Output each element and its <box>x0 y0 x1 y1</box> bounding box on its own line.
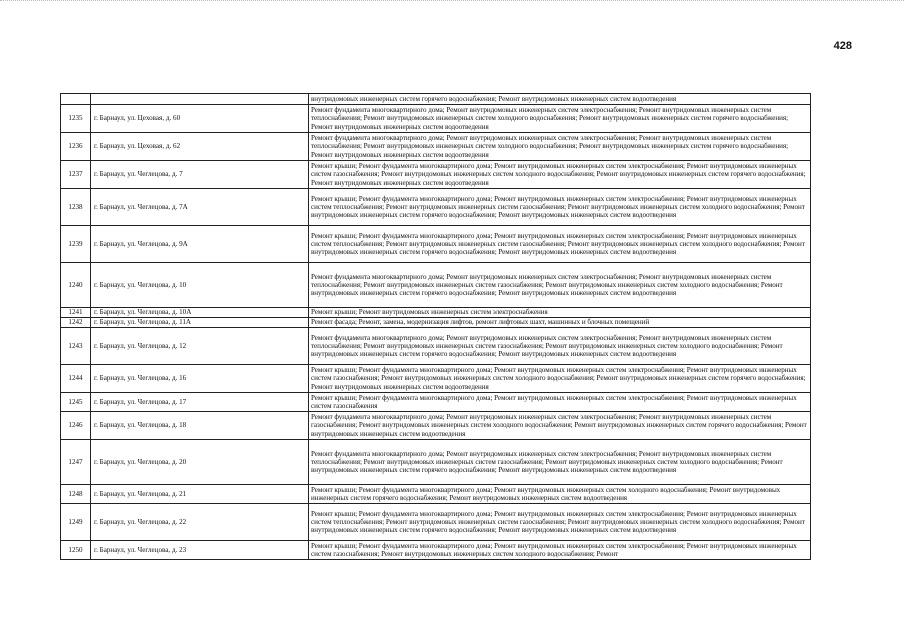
repair-works: Ремонт фундамента многоквартирного дома; Ремонт внутридомовых инженерных систем электроснабжения; Ремонт внутридомовых инженерных систем теплоснабжения; Ремонт внутридомовых инженерных систем холодного водоснабжения; Ремонт внутридомовых инженерных систем горячего водоснабжения; Ремонт внутридомовых инженерных систем водоотведения <box>309 133 811 161</box>
page-number: 428 <box>833 40 852 52</box>
table-row <box>61 393 811 412</box>
house-address: г. Барнаул, ул. Чеглецова, д. 16 <box>91 365 309 393</box>
row-number: 1241 <box>61 308 91 318</box>
repair-works: Ремонт фасада; Ремонт, замена, модернизация лифтов, ремонт лифтовых шахт, машинных и блочных помещений <box>309 318 811 328</box>
repair-works: внутридомовых инженерных систем горячего водоснабжения; Ремонт внутридомовых инженерных систем водоотведения <box>309 94 811 105</box>
table-row <box>61 133 811 161</box>
row-number: 1243 <box>61 328 91 365</box>
house-address: г. Барнаул, ул. Чеглецова, д. 17 <box>91 393 309 412</box>
row-number: 1248 <box>61 485 91 504</box>
row-number: 1238 <box>61 189 91 226</box>
repair-works: Ремонт фундамента многоквартирного дома; Ремонт внутридомовых инженерных систем электроснабжения; Ремонт внутридомовых инженерных систем теплоснабжения; Ремонт внутридомовых инженерных систем газоснабжения; Ремонт внутридомовых инженерных систем холодного водоснабжения; Ремонт внутридомовых инженерных систем горячего водоснабжения; Ремонт внутридомовых инженерных систем водоотведения <box>309 328 811 365</box>
row-number: 1244 <box>61 365 91 393</box>
house-address: г. Барнаул, ул. Чеглецова, д. 18 <box>91 412 309 440</box>
house-address: г. Барнаул, ул. Цеховая, д. 60 <box>91 105 309 133</box>
table-row <box>61 412 811 440</box>
row-number: 1242 <box>61 318 91 328</box>
repair-works: Ремонт фундамента многоквартирного дома; Ремонт внутридомовых инженерных систем электроснабжения; Ремонт внутридомовых инженерных систем газоснабжения; Ремонт внутридомовых инженерных систем холодного водоснабжения; Ремонт внутридомовых инженерных систем горячего водоснабжения; Ремонт внутридомовых инженерных систем водоотведения <box>309 412 811 440</box>
table-row <box>61 504 811 541</box>
house-address: г. Барнаул, ул. Чеглецова, д. 21 <box>91 485 309 504</box>
repair-works-table <box>60 93 811 560</box>
house-address: г. Барнаул, ул. Чеглецова, д. 23 <box>91 541 309 560</box>
house-address: г. Барнаул, ул. Чеглецова, д. 22 <box>91 504 309 541</box>
repair-works: Ремонт крыши; Ремонт фундамента многоквартирного дома; Ремонт внутридомовых инженерных систем холодного водоснабжения; Ремонт внутридомовых инженерных систем горячего водоснабжения; Ремонт внутридомовых инженерных систем водоотведения <box>309 485 811 504</box>
table-row <box>61 105 811 133</box>
repair-works: Ремонт крыши; Ремонт фундамента многоквартирного дома; Ремонт внутридомовых инженерных систем электроснабжения; Ремонт внутридомовых инженерных систем газоснабжения; Ремонт внутридомовых инженерных систем холодного водоснабжения; Ремонт внутридомовых инженерных систем горячего водоснабжения; Ремонт внутридомовых инженерных систем водоотведения <box>309 365 811 393</box>
house-address: г. Барнаул, ул. Чеглецова, д. 12 <box>91 328 309 365</box>
table-row <box>61 440 811 485</box>
table-row <box>61 485 811 504</box>
repair-works: Ремонт крыши; Ремонт фундамента многоквартирного дома; Ремонт внутридомовых инженерных систем электроснабжения; Ремонт внутридомовых инженерных систем газоснабжения; Ремонт внутридомовых инженерных систем холодного водоснабжения; Ремонт <box>309 541 811 560</box>
house-address: г. Барнаул, ул. Чеглецова, д. 7А <box>91 189 309 226</box>
house-address <box>91 94 309 105</box>
repair-works: Ремонт фундамента многоквартирного дома; Ремонт внутридомовых инженерных систем электроснабжения; Ремонт внутридомовых инженерных систем теплоснабжения; Ремонт внутридомовых инженерных систем холодного водоснабжения; Ремонт внутридомовых инженерных систем горячего водоснабжения; Ремонт внутридомовых инженерных систем водоотведения <box>309 105 811 133</box>
row-number: 1235 <box>61 105 91 133</box>
house-address: г. Барнаул, ул. Чеглецова, д. 10А <box>91 308 309 318</box>
row-number <box>61 94 91 105</box>
row-number: 1245 <box>61 393 91 412</box>
table-row <box>61 189 811 226</box>
table-row <box>61 541 811 560</box>
row-number: 1237 <box>61 161 91 189</box>
repair-works: Ремонт крыши; Ремонт фундамента многоквартирного дома; Ремонт внутридомовых инженерных систем электроснабжения; Ремонт внутридомовых инженерных систем теплоснабжения; Ремонт внутридомовых инженерных систем газоснабжения; Ремонт внутридомовых инженерных систем холодного водоснабжения; Ремонт внутридомовых инженерных систем горячего водоснабжения; Ремонт внутридомовых инженерных систем водоотведения <box>309 504 811 541</box>
repair-works: Ремонт крыши; Ремонт фундамента многоквартирного дома; Ремонт внутридомовых инженерных систем электроснабжения; Ремонт внутридомовых инженерных систем теплоснабжения; Ремонт внутридомовых инженерных систем газоснабжения; Ремонт внутридомовых инженерных систем холодного водоснабжения; Ремонт внутридомовых инженерных систем горячего водоснабжения; Ремонт внутридомовых инженерных систем водоотведения <box>309 189 811 226</box>
repair-works: Ремонт фундамента многоквартирного дома; Ремонт внутридомовых инженерных систем электроснабжения; Ремонт внутридомовых инженерных систем теплоснабжения; Ремонт внутридомовых инженерных систем газоснабжения; Ремонт внутридомовых инженерных систем холодного водоснабжения; Ремонт внутридомовых инженерных систем горячего водоснабжения; Ремонт внутридомовых инженерных систем водоотведения <box>309 263 811 308</box>
row-number: 1249 <box>61 504 91 541</box>
repair-works: Ремонт крыши; Ремонт фундамента многоквартирного дома; Ремонт внутридомовых инженерных систем электроснабжения; Ремонт внутридомовых инженерных систем газоснабжения <box>309 393 811 412</box>
row-number: 1240 <box>61 263 91 308</box>
table-row <box>61 263 811 308</box>
table-row <box>61 94 811 105</box>
table-row <box>61 308 811 318</box>
scan-top-edge <box>0 0 904 5</box>
house-address: г. Барнаул, ул. Чеглецова, д. 10 <box>91 263 309 308</box>
row-number: 1246 <box>61 412 91 440</box>
table-row <box>61 318 811 328</box>
repair-works: Ремонт крыши; Ремонт внутридомовых инженерных систем электроснабжения <box>309 308 811 318</box>
repair-works: Ремонт фундамента многоквартирного дома; Ремонт внутридомовых инженерных систем электроснабжения; Ремонт внутридомовых инженерных систем теплоснабжения; Ремонт внутридомовых инженерных систем газоснабжения; Ремонт внутридомовых инженерных систем холодного водоснабжения; Ремонт внутридомовых инженерных систем горячего водоснабжения; Ремонт внутридомовых инженерных систем водоотведения <box>309 440 811 485</box>
table-row <box>61 161 811 189</box>
row-number: 1247 <box>61 440 91 485</box>
table-row <box>61 328 811 365</box>
house-address: г. Барнаул, ул. Чеглецова, д. 20 <box>91 440 309 485</box>
repair-works: Ремонт крыши; Ремонт фундамента многоквартирного дома; Ремонт внутридомовых инженерных систем электроснабжения; Ремонт внутридомовых инженерных систем теплоснабжения; Ремонт внутридомовых инженерных систем газоснабжения; Ремонт внутридомовых инженерных систем холодного водоснабжения; Ремонт внутридомовых инженерных систем горячего водоснабжения; Ремонт внутридомовых инженерных систем водоотведения <box>309 226 811 263</box>
house-address: г. Барнаул, ул. Чеглецова, д. 11А <box>91 318 309 328</box>
row-number: 1236 <box>61 133 91 161</box>
house-address: г. Барнаул, ул. Чеглецова, д. 7 <box>91 161 309 189</box>
repair-works: Ремонт крыши; Ремонт фундамента многоквартирного дома; Ремонт внутридомовых инженерных систем электроснабжения; Ремонт внутридомовых инженерных систем газоснабжения; Ремонт внутридомовых инженерных систем холодного водоснабжения; Ремонт внутридомовых инженерных систем горячего водоснабжения; Ремонт внутридомовых инженерных систем водоотведения <box>309 161 811 189</box>
house-address: г. Барнаул, ул. Цеховая, д. 62 <box>91 133 309 161</box>
row-number: 1250 <box>61 541 91 560</box>
table-row <box>61 365 811 393</box>
row-number: 1239 <box>61 226 91 263</box>
table-row <box>61 226 811 263</box>
house-address: г. Барнаул, ул. Чеглецова, д. 9А <box>91 226 309 263</box>
